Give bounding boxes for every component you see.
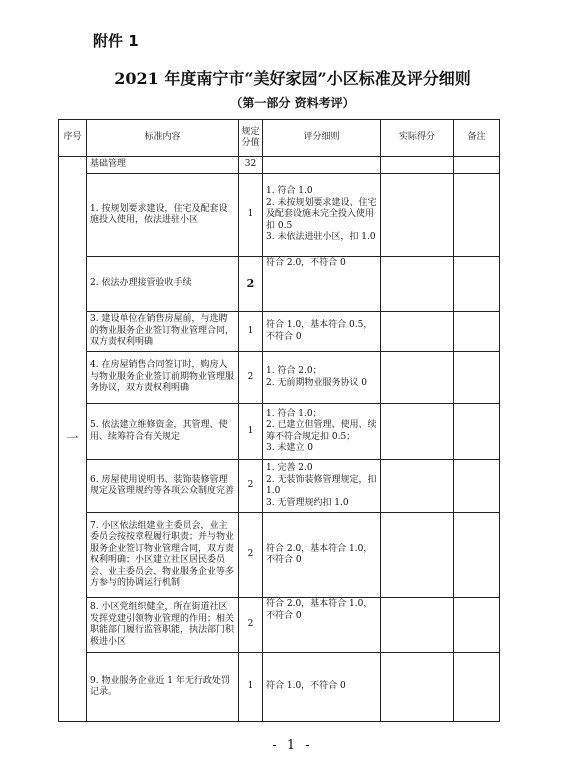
details-cell: 符合 1.0，基本符合 0.5，不符合 0 <box>263 312 381 352</box>
table-row <box>59 513 500 598</box>
details-cell: 符合 2.0，基本符合 1.0，不符合 0 <box>263 513 381 598</box>
details-cell <box>263 157 381 174</box>
details-cell: 1. 符合 1.0； 2. 已建立但管理、使用、续筹不符合规定扣 0.5； 3. 未建立 0 <box>263 404 381 460</box>
table-header-row <box>59 120 500 157</box>
content-cell: 5. 依法建立维修资金，其管理、使用、续筹符合有关规定 <box>87 404 239 460</box>
details-cell: 1. 符合 1.0 2. 未按规划要求建设、住宅及配套设施未完全投入使用扣 0.5 3. 未依法进驻小区，扣 1.0 <box>263 174 381 257</box>
content-cell: 3. 建设单位在销售房屋前，与选聘的物业服务企业签订物业管理合同，双方责权利明确 <box>87 312 239 352</box>
table-row <box>59 312 500 352</box>
content-cell: 9. 物业服务企业近 1 年无行政处罚记录。 <box>87 653 239 722</box>
header-details: 评分细则 <box>263 120 381 157</box>
score-cell: 1 <box>239 653 263 722</box>
table-row <box>59 257 500 312</box>
score-cell: 2 <box>239 460 263 513</box>
actual-score-cell[interactable] <box>381 257 454 312</box>
page-number: - 1 - <box>272 738 313 753</box>
score-cell: 2 <box>239 598 263 653</box>
score-cell: 1 <box>239 312 263 352</box>
actual-score-cell[interactable] <box>381 653 454 722</box>
remark-cell[interactable] <box>454 460 500 513</box>
content-cell: 1. 按规划要求建设，住宅及配套设施投入使用，依法进驻小区 <box>87 174 239 257</box>
details-cell: 符合 2.0，基本符合 1.0，不符合 0 <box>263 598 381 653</box>
table-row <box>59 460 500 513</box>
attachment-label: 附件 1 <box>93 32 139 50</box>
content-cell: 4. 在房屋销售合同签订时，购房人与物业服务企业签订前期物业管理服务协议，双方责权利明确 <box>87 352 239 404</box>
content-cell: 7. 小区依法组建业主委员会，业主委员会按按章程履行职责；并与物业服务企业签订物业管理合同，双方责权利明确；小区建立社区居民委员会、业主委员会、物业服务企业等多方参与的协调运行机制 <box>87 513 239 598</box>
group-label: 基础管理 <box>87 157 239 174</box>
details-cell: 符合 2.0，不符合 0 <box>263 257 381 312</box>
actual-score-cell[interactable] <box>381 404 454 460</box>
remark-cell[interactable] <box>454 513 500 598</box>
content-cell: 2. 依法办理接管验收手续 <box>87 257 239 312</box>
details-cell: 1. 完善 2.0 2. 无装饰装修管理规定，扣 1.0 3. 无管理规约扣 1.0 <box>263 460 381 513</box>
score-cell: 2 <box>239 513 263 598</box>
details-cell: 符合 1.0，不符合 0 <box>263 653 381 722</box>
score-cell: 2 <box>239 352 263 404</box>
header-seq: 序号 <box>59 120 87 157</box>
score-cell: 1 <box>239 174 263 257</box>
actual-score-cell[interactable] <box>381 598 454 653</box>
actual-score-cell[interactable] <box>381 312 454 352</box>
remark-cell[interactable] <box>454 174 500 257</box>
remark-cell[interactable] <box>454 598 500 653</box>
table-row <box>59 404 500 460</box>
actual-score-cell[interactable] <box>381 352 454 404</box>
table-row <box>59 352 500 404</box>
header-actual: 实际得分 <box>381 120 454 157</box>
actual-score-cell[interactable] <box>381 174 454 257</box>
table-row <box>59 157 500 174</box>
remark-cell[interactable] <box>454 257 500 312</box>
table-row <box>59 174 500 257</box>
remark-cell[interactable] <box>454 352 500 404</box>
score-cell: 2 <box>239 257 263 312</box>
header-remark: 备注 <box>454 120 500 157</box>
remark-cell[interactable] <box>454 404 500 460</box>
actual-score-cell[interactable] <box>381 513 454 598</box>
table-row <box>59 598 500 653</box>
actual-score-cell[interactable] <box>381 157 454 174</box>
group-score: 32 <box>239 157 263 174</box>
scoring-table <box>58 119 500 722</box>
remark-cell[interactable] <box>454 157 500 174</box>
table-row <box>59 653 500 722</box>
details-cell: 1. 符合 2.0； 2. 无前期物业服务协议 0 <box>263 352 381 404</box>
remark-cell[interactable] <box>454 653 500 722</box>
document-title: 2021 年度南宁市“美好家园”小区标准及评分细则 <box>114 69 471 88</box>
document-subtitle: （第一部分 资料考评） <box>230 96 355 110</box>
header-score: 规定分值 <box>239 120 263 157</box>
header-content: 标准内容 <box>87 120 239 157</box>
group-seq: 一 <box>59 157 87 722</box>
remark-cell[interactable] <box>454 312 500 352</box>
content-cell: 6. 房屋使用说明书、装饰装修管理规定及管理规约等各项公众制度完善 <box>87 460 239 513</box>
content-cell: 8. 小区党组织健全，所在街道社区发挥党建引领物业管理的作用；相关职能部门履行监管职能，执法部门积极进小区 <box>87 598 239 653</box>
actual-score-cell[interactable] <box>381 460 454 513</box>
score-cell: 1 <box>239 404 263 460</box>
